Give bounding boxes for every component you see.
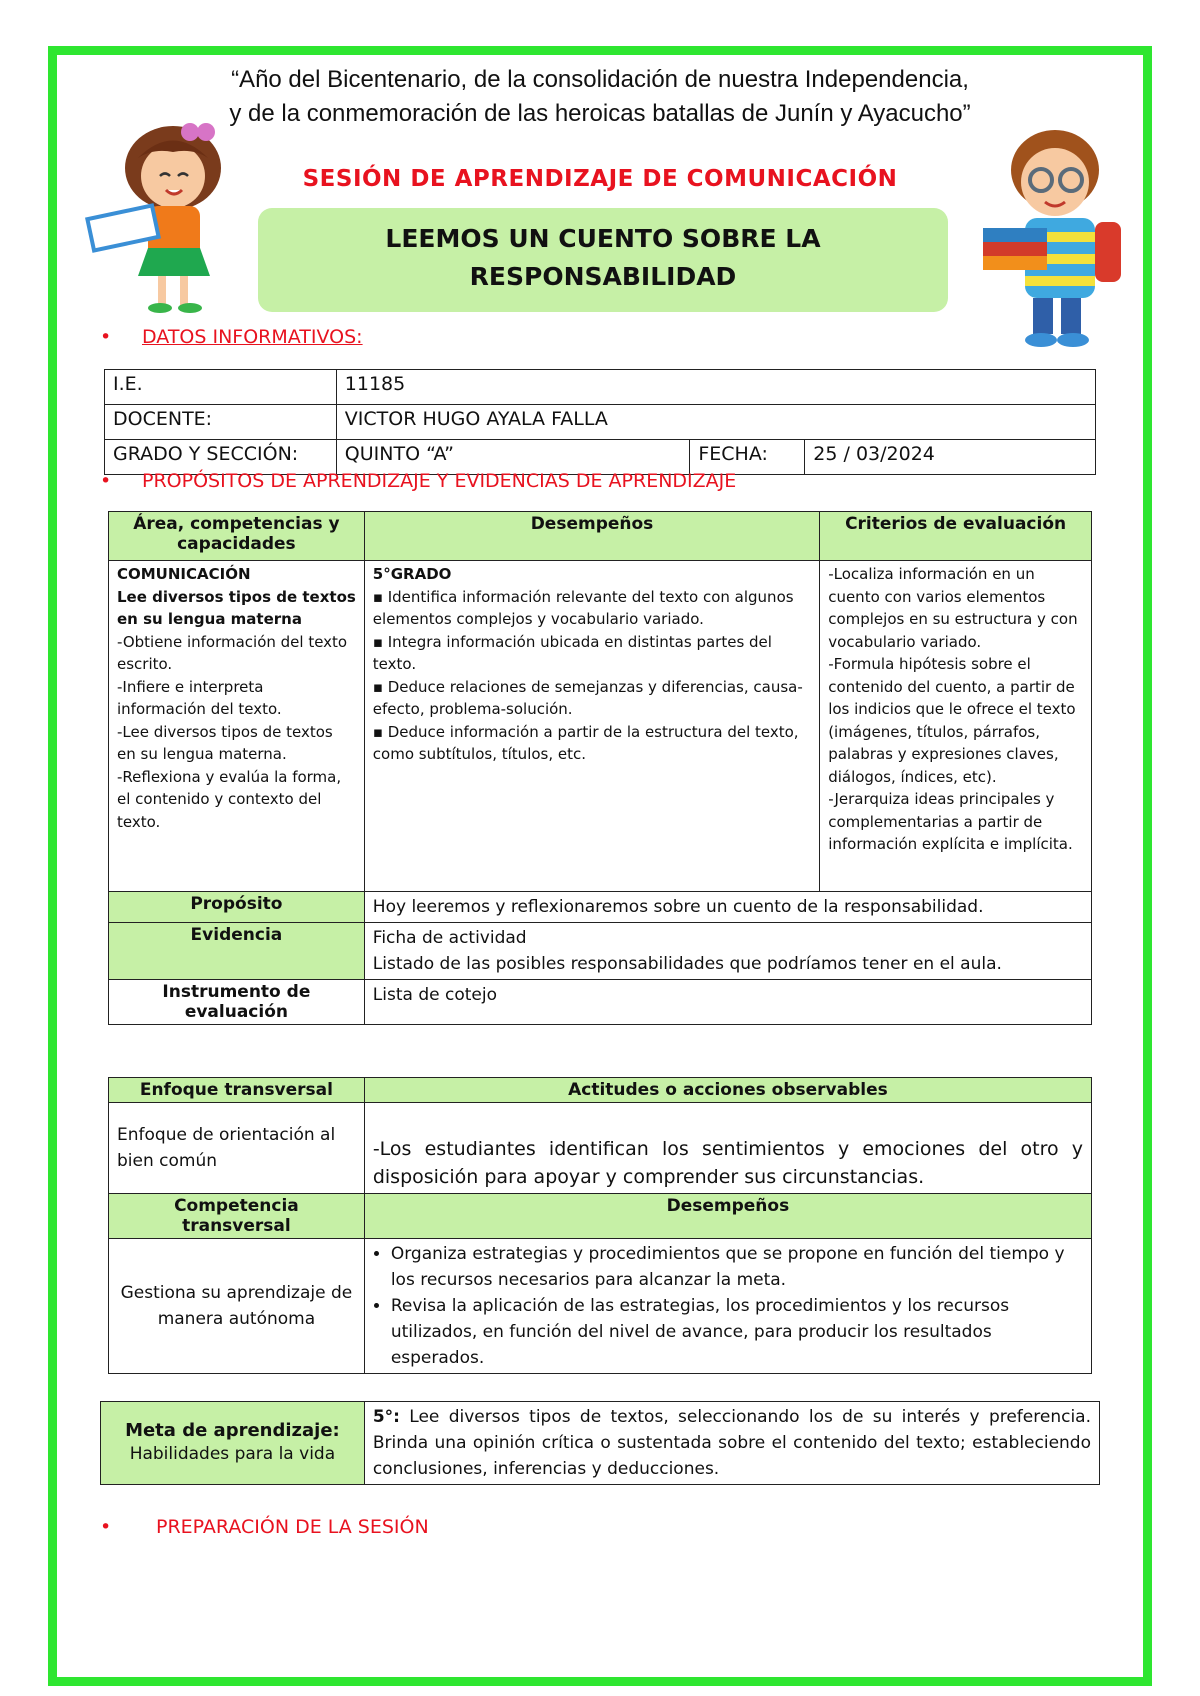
meta-grade: 5°:	[372, 1407, 400, 1427]
boy-books-illustration	[975, 122, 1135, 362]
criterios-header: Criterios de evaluación	[820, 512, 1092, 561]
fecha-label: FECHA:	[690, 440, 805, 475]
desempenos-grade: 5°GRADO	[372, 565, 452, 583]
fecha-value: 25 / 03/2024	[805, 440, 1096, 475]
area-cell	[109, 561, 365, 892]
evidencia-line: Listado de las posibles responsabilidades que podríamos tener en el aula.	[372, 954, 1002, 974]
lesson-title-line-2: RESPONSABILIDAD	[469, 262, 737, 291]
header-line-1: “Año del Bicentenario, de la consolidación de nuestra Independencia,	[231, 66, 969, 93]
competencia-header-row	[109, 1194, 1092, 1239]
desempenos-header: Desempeños	[364, 512, 819, 561]
desempeno-transversal-item: • Organiza estrategias y procedimientos que se propone en función del tiempo y los recursos necesarios para alcanzar la meta.	[391, 1241, 1083, 1293]
purposes-header-row	[109, 512, 1092, 561]
docente-label: DOCENTE:	[105, 405, 337, 440]
area-item: -Reflexiona y evalúa la forma, el contenido y contexto del texto.	[117, 767, 342, 831]
bullet-dot: •	[100, 1516, 112, 1538]
area-header: Área, competencias y capacidades	[109, 512, 365, 561]
enfoque-header: Enfoque transversal	[109, 1078, 365, 1103]
info-row-ie	[105, 370, 1096, 405]
competencia-row	[109, 1239, 1092, 1374]
competencia-header: Competencia transversal	[109, 1194, 365, 1239]
section-datos-title: DATOS INFORMATIVOS:	[142, 326, 363, 348]
area-item: -Infiere e interpreta información del texto.	[117, 677, 282, 718]
grado-label: GRADO Y SECCIÓN:	[105, 440, 337, 475]
meta-text-cell	[364, 1402, 1099, 1485]
area-item: -Lee diversos tipos de textos en su lengua materna.	[117, 722, 333, 763]
desempenos-cell	[364, 561, 819, 892]
proposito-label: Propósito	[109, 892, 365, 923]
evidencia-value	[364, 923, 1091, 980]
lesson-title-box	[258, 208, 948, 312]
desempenos-transversal-cell	[364, 1239, 1091, 1374]
enfoque-row	[109, 1103, 1092, 1194]
area-title: COMUNICACIÓN	[117, 565, 251, 583]
purposes-content-row	[109, 561, 1092, 892]
actitudes-header: Actitudes o acciones observables	[364, 1078, 1091, 1103]
desempeno-item: ▪ Integra información ubicada en distintas partes del texto.	[372, 632, 772, 673]
desempeno-item: ▪ Identifica información relevante del texto con algunos elementos complejos y vocabulario variado.	[372, 587, 794, 628]
criterios-cell	[820, 561, 1092, 892]
proposito-row	[109, 892, 1092, 923]
criterio-item: -Jerarquiza ideas principales y complementarias a partir de información explícita e implícita.	[828, 790, 1073, 853]
bullet-dot: •	[100, 470, 112, 492]
criterio-item: -Formula hipótesis sobre el contenido del cuento, a partir de los indicios que le ofrece el texto (imágenes, títulos, párrafos, palabras y expresiones claves, diálogos, índices, etc).	[828, 655, 1076, 786]
area-item: -Obtiene información del texto escrito.	[117, 632, 348, 673]
meta-label: Meta de aprendizaje:	[125, 1419, 340, 1441]
header-line-2: y de la conmemoración de las heroicas batallas de Junín y Ayacucho”	[229, 100, 971, 127]
instrumento-row	[109, 980, 1092, 1025]
meta-row	[101, 1402, 1100, 1485]
criterio-item: -Localiza información en un cuento con varios elementos complejos en su estructura y con vocabulario variado.	[828, 565, 1078, 651]
ie-label: I.E.	[105, 370, 337, 405]
section-propositos-title: PROPÓSITOS DE APRENDIZAJE Y EVIDENCIAS DE APRENDIZAJE	[142, 470, 737, 492]
enfoque-header-row	[109, 1078, 1092, 1103]
evidencia-row	[109, 923, 1092, 980]
transversal-table	[108, 1077, 1092, 1374]
actitudes-value: -Los estudiantes identifican los sentimientos y emociones del otro y disposición para apoyar y comprender sus circunstancias.	[364, 1103, 1091, 1194]
info-table	[104, 369, 1096, 475]
meta-sublabel: Habilidades para la vida	[129, 1443, 336, 1464]
desempeno-item: ▪ Deduce relaciones de semejanzas y diferencias, causa-efecto, problema-solución.	[372, 677, 803, 718]
competencia-value: Gestiona su aprendizaje de manera autónoma	[109, 1239, 365, 1374]
grado-value: QUINTO “A”	[336, 440, 690, 475]
lesson-title-line-1: LEEMOS UN CUENTO SOBRE LA	[385, 224, 821, 253]
section-preparacion-title: PREPARACIÓN DE LA SESIÓN	[156, 1516, 429, 1538]
girl-reading-illustration	[78, 118, 258, 318]
session-title: SESIÓN DE APRENDIZAJE DE COMUNICACIÓN	[302, 166, 898, 192]
desempeno-item: ▪ Deduce información a partir de la estructura del texto, como subtítulos, títulos, etc.	[372, 722, 799, 763]
instrumento-label: Instrumento de evaluación	[109, 980, 365, 1025]
ie-value: 11185	[336, 370, 1095, 405]
evidencia-line: Ficha de actividad	[372, 928, 527, 948]
evidencia-label: Evidencia	[109, 923, 365, 980]
desempenos-transversal-header: Desempeños	[364, 1194, 1091, 1239]
enfoque-value: Enfoque de orientación al bien común	[109, 1103, 365, 1194]
docente-value: VICTOR HUGO AYALA FALLA	[336, 405, 1095, 440]
bullet-dot: •	[100, 326, 112, 348]
meta-text: Lee diversos tipos de textos, seleccionando los de su interés y preferencia. Brinda una opinión crítica o sustentada sobre el contenido del texto; estableciendo conclusiones, inferencias y deducciones.	[372, 1407, 1091, 1479]
desempeno-transversal-item: • Revisa la aplicación de las estrategias, los procedimientos y los recursos utilizados, en función del nivel de avance, para producir los resultados esperados.	[391, 1293, 1083, 1371]
purposes-table	[108, 511, 1092, 1025]
meta-label-cell	[101, 1402, 365, 1485]
instrumento-value: Lista de cotejo	[364, 980, 1091, 1025]
proposito-value: Hoy leeremos y reflexionaremos sobre un cuento de la responsabilidad.	[364, 892, 1091, 923]
info-row-docente	[105, 405, 1096, 440]
area-competence: Lee diversos tipos de textos en su lengua materna	[117, 587, 356, 628]
meta-table	[100, 1401, 1100, 1485]
